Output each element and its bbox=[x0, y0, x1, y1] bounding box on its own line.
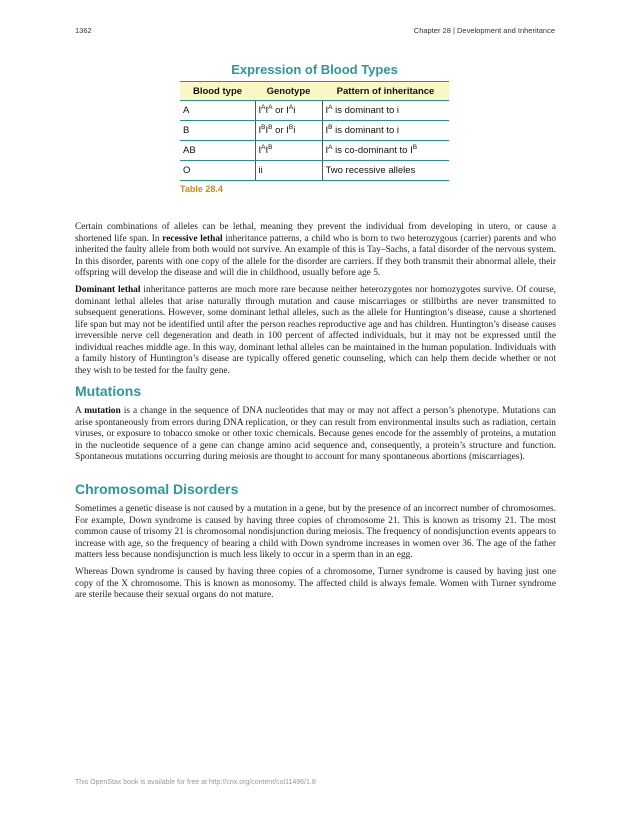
allele-superscript: A bbox=[261, 104, 266, 111]
cell-blood-type: B bbox=[180, 121, 255, 141]
footer-note: This OpenStax book is available for free at http://cnx.org/content/col11496/1.8 bbox=[75, 779, 316, 786]
key-term: mutation bbox=[84, 406, 121, 416]
paragraph-chromosomal-1: Sometimes a genetic disease is not caused by a mutation in a gene, but by the presence of an incorrect number of chromosomes. For example, Down syndrome is caused by having three copies of chromosome 21. This is known as trisomy 21. The most common cause of trisomy 21 is chromosomal nondisjunction during meiosis. The frequency of nondisjunction events appears to increase with age, so the frequency of bearing a child with Down syndrome increases in women over 36. The age of the father matters less because nondisjunction is much less likely to occur in a sperm than in an egg. bbox=[75, 504, 556, 560]
cell-pattern: $I^A$ is dominant to i bbox=[322, 101, 449, 121]
allele-superscript: A bbox=[261, 144, 266, 151]
col-header-genotype: Genotype bbox=[255, 82, 322, 101]
col-header-blood-type: Blood type bbox=[180, 82, 255, 101]
paragraph-mutations: A mutation is a change in the sequence of DNA nucleotides that may or may not affect a person’s phenotype. Mutations can arise spontaneously from errors during DNA replication, or they can result from environmental insults such as radiation, certain viruses, or exposure to tobacco smoke or other toxic chemicals. Because genes encode for the assembly of proteins, a mutation in the nucleotide sequence of a gene can change amino acid sequence and, consequently, a protein’s structure and function. Spontaneous mutations occurring during meiosis are thought to account for many spontaneous abortions (miscarriages). bbox=[75, 406, 556, 462]
paragraph-chromosomal-2: Whereas Down syndrome is caused by having three copies of a chromosome, Turner syndrome is caused by having just one copy of the X chromosome. This is known as monosomy. The affected child is always female. Women with Turner syndrome are sterile because their sexual organs do not mature. bbox=[75, 567, 556, 600]
allele-superscript: B bbox=[288, 124, 294, 131]
heading-chromosomal-disorders: Chromosomal Disorders bbox=[75, 481, 239, 497]
key-term: Dominant lethal bbox=[75, 285, 141, 295]
cell-pattern: Two recessive alleles bbox=[322, 161, 449, 181]
cell-genotype: $I^AI^B$ bbox=[255, 141, 322, 161]
table-row bbox=[180, 101, 449, 121]
cell-pattern: $I^B$ is dominant to i bbox=[322, 121, 449, 141]
cell-genotype: $I^BI^B$ or $I^Bi$ bbox=[255, 121, 322, 141]
col-header-pattern: Pattern of inheritance bbox=[322, 82, 449, 101]
allele-superscript: B bbox=[328, 124, 333, 131]
allele-superscript: B bbox=[261, 124, 266, 131]
allele-superscript: B bbox=[268, 124, 273, 131]
allele-superscript: B bbox=[412, 144, 418, 151]
paragraph-recessive-lethal: Certain combinations of alleles can be lethal, meaning they prevent the individual from developing in utero, or cause a shortened life span. In recessive lethal inheritance patterns, a child who is born to two heterozygous (carrier) parents and who inherited the faulty allele from both would not survive. An example of this is Tay–Sachs, a fatal disorder of the nervous system. In this disorder, parents with one copy of the allele for the disorder are carriers. If they both transmit their abnormal allele, their offspring will develop the disease and will die in childhood, usually before age 5. bbox=[75, 222, 557, 278]
table-row bbox=[180, 141, 449, 161]
table-title: Expression of Blood Types bbox=[231, 62, 398, 77]
allele-superscript: A bbox=[288, 104, 294, 111]
allele-superscript: B bbox=[268, 144, 273, 151]
page-number: 1362 bbox=[75, 26, 92, 35]
key-term: recessive lethal bbox=[162, 233, 223, 244]
cell-blood-type: AB bbox=[180, 141, 255, 161]
chapter-header: Chapter 28 | Development and Inheritance bbox=[413, 26, 555, 35]
cell-genotype: $I^AI^A$ or $I^Ai$ bbox=[255, 101, 322, 121]
heading-mutations: Mutations bbox=[75, 383, 142, 399]
blood-types-table bbox=[180, 81, 449, 181]
table-row bbox=[180, 121, 449, 141]
allele-superscript: A bbox=[268, 104, 273, 111]
allele-superscript: A bbox=[328, 104, 333, 111]
cell-genotype: ii bbox=[255, 161, 322, 181]
table-row bbox=[180, 161, 449, 181]
cell-blood-type: O bbox=[180, 161, 255, 181]
table-header-row bbox=[180, 82, 449, 101]
cell-blood-type: A bbox=[180, 101, 255, 121]
cell-pattern: $I^A$ is co-dominant to $I^B$ bbox=[322, 141, 449, 161]
allele-superscript: A bbox=[328, 144, 333, 151]
table-caption: Table 28.4 bbox=[180, 184, 223, 194]
paragraph-dominant-lethal: Dominant lethal inheritance patterns are much more rare because neither heterozygotes nor homozygotes survive. Of course, dominant lethal alleles that arise naturally through mutation and cause miscarriages or stillbirths are never transmitted to subsequent generations. However, some dominant lethal alleles, such as the allele for Huntington’s disease, cause a shortened life span but may not be identified until after the person reaches reproductive age and has children. Huntington’s disease causes irreversible nerve cell degeneration and death in 100 percent of affected individuals, but it may not be expressed until the individual reaches middle age. In this way, dominant lethal alleles can be maintained in the human population. Individuals with a family history of Huntington’s disease are typically offered genetic counseling, which can help them decide whether or not they wish to be tested for the faulty gene. bbox=[75, 285, 556, 376]
